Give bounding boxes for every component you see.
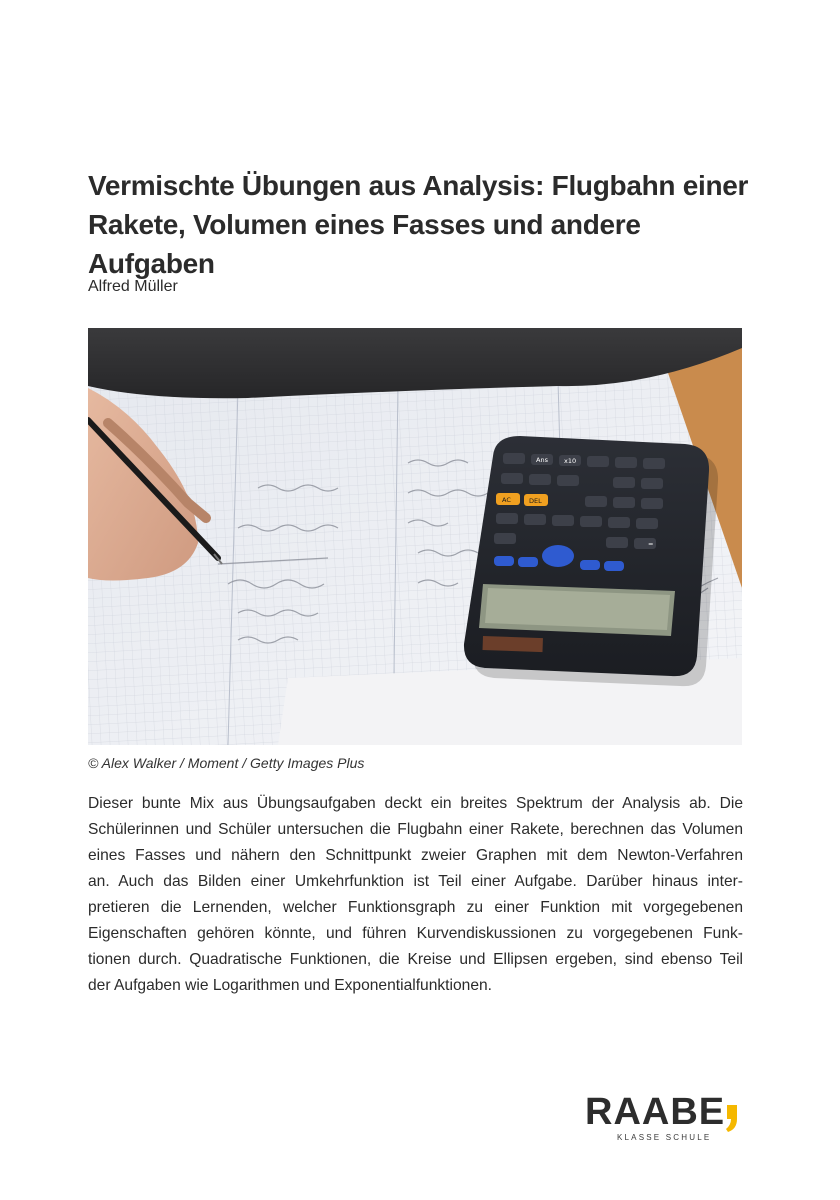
cover-photo: [88, 328, 742, 745]
description-line: pretieren die Lernenden, welcher Funktionsgraph zu einer Funktion mit vorgegebenen: [88, 899, 743, 916]
photo-credit: © Alex Walker / Moment / Getty Images Plus: [88, 755, 365, 771]
description-line: Dieser bunte Mix aus Übungsaufgaben deckt ein breites Spektrum der Analysis ab. Die: [88, 795, 743, 812]
description-line: Schülerinnen und Schüler untersuchen die Flugbahn einer Rakete, berechnen das Volumen: [88, 821, 743, 838]
logo-comma-icon: [725, 1103, 739, 1133]
calc-key-equals: =: [648, 540, 654, 548]
author-name: Alfred Müller: [88, 278, 178, 295]
description-line: Eigenschaften gehören könnte, und führen Kurvendiskussionen zu vorgegebenen Funk-: [88, 925, 743, 942]
description-paragraph: [88, 791, 743, 999]
description-line: eines Fasses und nähern den Schnittpunkt zweier Graphen mit dem Newton-Verfahren: [88, 847, 743, 864]
calc-key-x10: x10: [564, 457, 577, 465]
raabe-logo: [585, 1093, 745, 1143]
calc-key-ac: AC: [502, 496, 511, 504]
logo-wordmark: RAABE: [585, 1091, 726, 1133]
title-line-2: Rakete, Volumen eines Fasses und andere Aufgaben: [88, 209, 641, 279]
document-title: [88, 166, 768, 283]
description-line: an. Auch das Bilden einer Umkehrfunktion ist Teil einer Aufgabe. Darüber hinaus inter-: [88, 873, 743, 890]
description-line: tionen durch. Quadratische Funktionen, die Kreise und Ellipsen ergeben, sind ebenso Teil: [88, 951, 743, 968]
calc-key-del: DEL: [529, 497, 542, 505]
title-line-1: Vermischte Übungen aus Analysis: Flugbahn einer: [88, 170, 749, 201]
calc-key-ans: Ans: [536, 456, 548, 464]
logo-tagline: KLASSE SCHULE: [617, 1133, 712, 1142]
description-line: der Aufgaben wie Logarithmen und Exponentialfunktionen.: [88, 977, 492, 994]
